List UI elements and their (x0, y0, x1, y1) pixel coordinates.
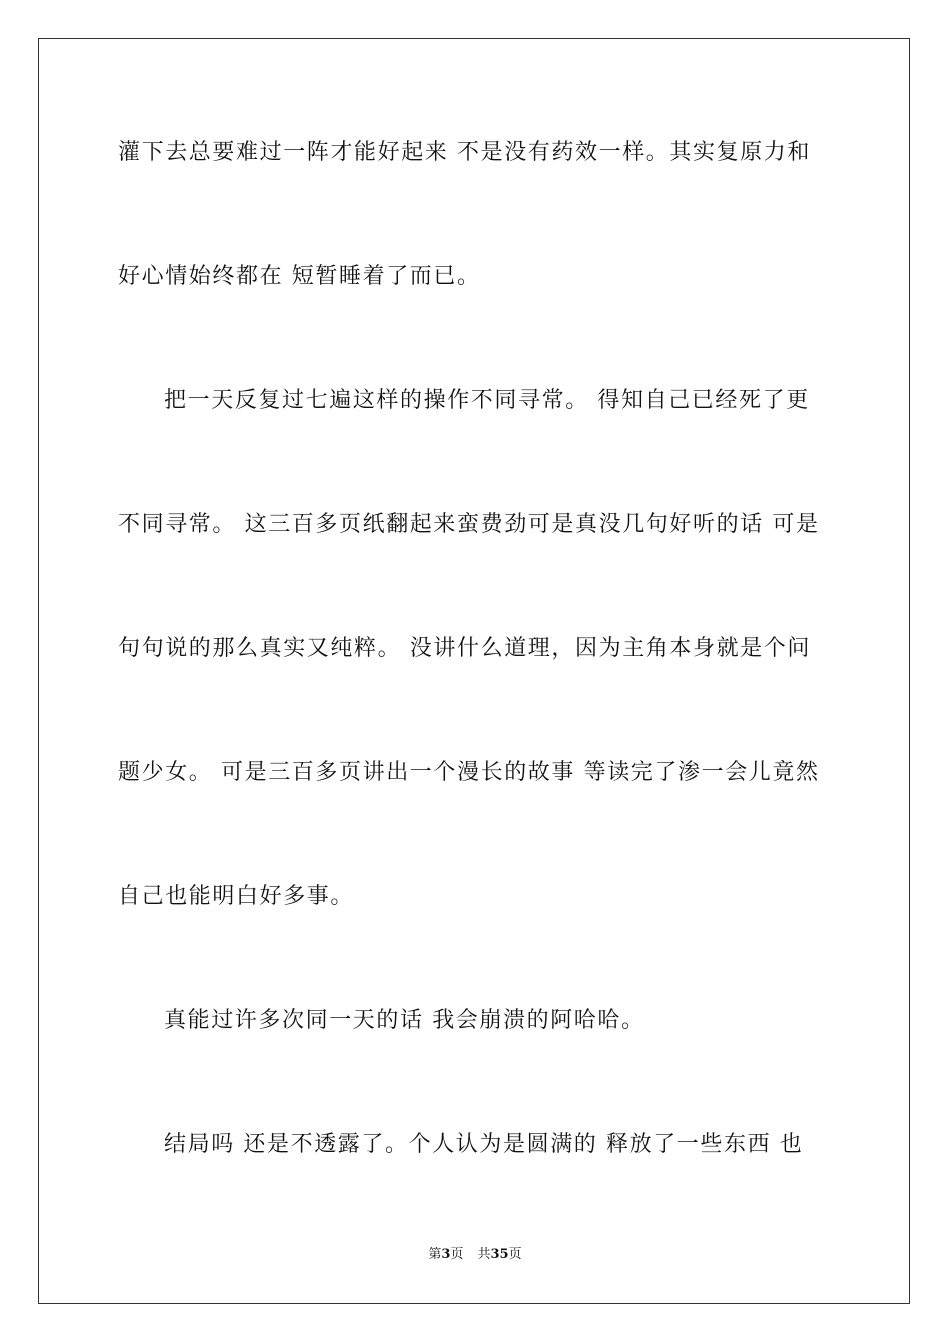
footer-page-number: 3 (441, 1247, 451, 1262)
footer-total-suffix: 页 (508, 1247, 522, 1262)
paragraph-line: 真能过许多次同一天的话 我会崩溃的阿哈哈。 (164, 1008, 645, 1033)
paragraph-line: 灌下去总要难过一阵才能好起来 不是没有药效一样。其实复原力和 (118, 140, 811, 165)
paragraph-line: 不同寻常。 这三百多页纸翻起来蛮费劲可是真没几句好听的话 可是 (118, 512, 820, 537)
paragraph-line: 结局吗 还是不透露了。个人认为是圆满的 释放了一些东西 也 (164, 1132, 804, 1157)
page-border (38, 38, 910, 1304)
paragraph-line: 好心情始终都在 短暂睡着了而已。 (118, 264, 481, 289)
paragraph-line: 把一天反复过七遍这样的操作不同寻常。 得知自己已经死了更 (164, 388, 810, 413)
page-footer (0, 1246, 950, 1264)
footer-page-prefix: 第 (428, 1247, 442, 1262)
footer-page-suffix: 页 (450, 1247, 464, 1262)
paragraph-line: 自己也能明白好多事。 (118, 884, 355, 909)
footer-total-prefix: 共 (477, 1247, 491, 1262)
footer-total-pages: 35 (490, 1247, 509, 1262)
paragraph-line: 句句说的那么真实又纯粹。 没讲什么道理，因为主角本身就是个问 (118, 636, 811, 661)
paragraph-line: 题少女。 可是三百多页讲出一个漫长的故事 等读完了渗一会儿竟然 (118, 760, 820, 785)
